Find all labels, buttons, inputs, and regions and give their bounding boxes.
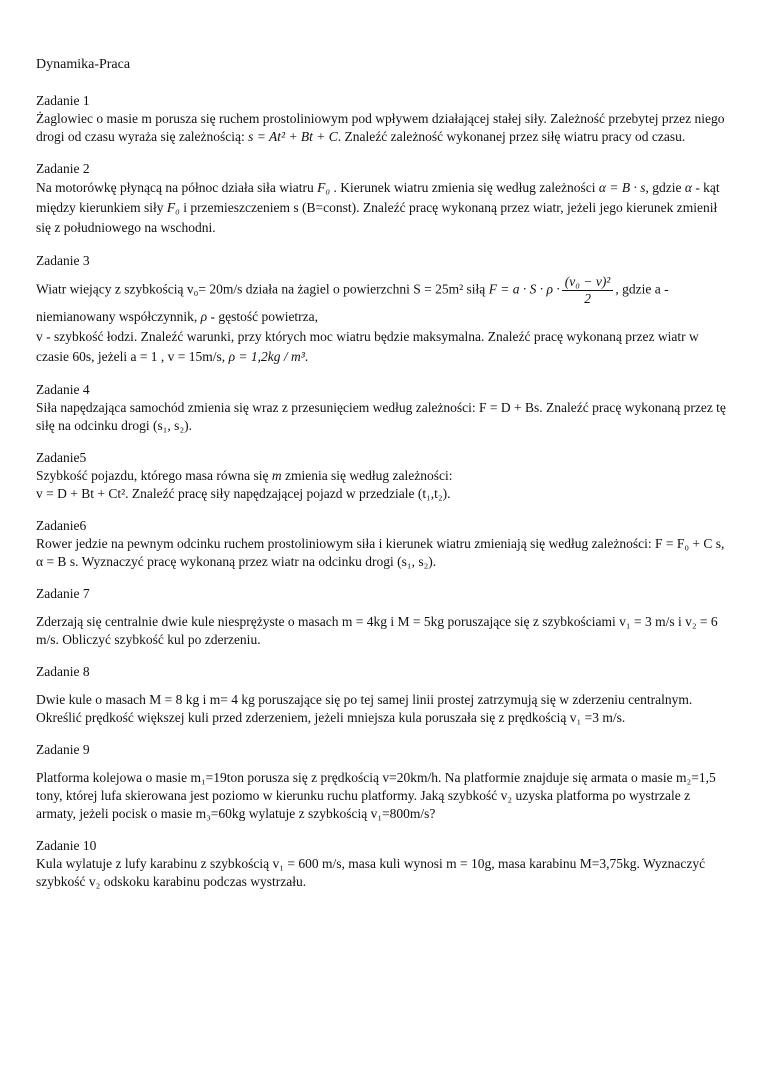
task-text: Platforma kolejowa o masie m₁=19ton porusza się z prędkością v=20km/h. Na platformie znajduje się armata o masie m₂=1,5 tony, której lufa skierowana jest poziomo w kierunku ruchu platformy. Jaką szybkość v₂ uzyska platforma po wystrzale z armaty, jeżeli pocisk o masie m₃=60kg wylatuje z szybkością v₁=800m/s? (36, 770, 716, 821)
formula: ρ = 1,2kg / m³ (228, 349, 305, 364)
task-heading: Zadanie 4 (36, 382, 90, 397)
task-6 (36, 517, 726, 571)
task-3 (36, 252, 726, 367)
document-page (36, 56, 726, 905)
task-heading: Zadanie 8 (36, 664, 90, 679)
formula: F₀ (166, 200, 180, 215)
task-heading: Zadanie 1 (36, 93, 90, 108)
document-title: Dynamika-Praca (36, 57, 131, 72)
task-text: Na motorówkę płynącą na północ działa siła wiatru F₀ . Kierunek wiatru zmienia się według zależności α = B · s, gdzie α - kąt między kierunkiem siły F₀ i przemieszczeniem s (B=const). Znaleźć pracę wykonaną przez wiatr, jeżeli jego kierunek zmienił się z południowego na wschodni. (36, 180, 720, 235)
task-text: Żaglowiec o masie m porusza się ruchem prostoliniowym pod wpływem działającej stałej siły. Zależność przebytej przez niego drogi od czasu wyraża się zależnością: s = At² + Bt + C. Znaleźć zależność wykonanej przez siłę wiatru pracy od czasu. (36, 111, 725, 144)
task-10 (36, 837, 726, 891)
task-text: Siła napędzająca samochód zmienia się wraz z przesunięciem według zależności: F = D + Bs. Znaleźć pracę wykonaną przez tę siłę na odcinku drogi (s₁, s₂). (36, 400, 726, 433)
formula: ρ (200, 309, 208, 324)
task-text: Wiatr wiejący z szybkością v₀= 20m/s działa na żagiel o powierzchni S = 25m² siłą F = a · S · ρ · $\frac{\text{(v₀ − v)²}}{2}$ , gdzie a - niemianowany współczynnik, ρ - gęstość powietrza, v - szybkość łodzi. Znaleźć warunki, przy których moc wiatru będzie maksymalna. Znaleźć pracę wykonaną przez wiatr w czasie 60s, jeżeli a = 1 , v = 15m/s, ρ = 1,2kg / m³. (36, 274, 699, 364)
task-heading: Zadanie 2 (36, 161, 90, 176)
task-heading: Zadanie 9 (36, 742, 90, 757)
task-heading: Zadanie 10 (36, 838, 97, 853)
task-4 (36, 381, 726, 435)
task-heading: Zadanie 3 (36, 253, 90, 268)
task-text: Rower jedzie na pewnym odcinku ruchem prostoliniowym siła i kierunek wiatru zmieniają się według zależności: F = F₀ + C s, α = B s. Wyznaczyć pracę wykonaną przez wiatr na odcinku drogi (s₁, s₂). (36, 536, 725, 569)
task-text: Dwie kule o masach M = 8 kg i m= 4 kg poruszające się po tej samej linii prostej zatrzymują się w zderzeniu centralnym. Określić prędkość większej kuli przed zderzeniem, jeżeli mniejsza kula poruszała się z prędkością v₁ =3 m/s. (36, 692, 693, 725)
formula: F = a · S · ρ · (488, 281, 560, 297)
task-7 (36, 585, 726, 649)
task-8 (36, 663, 726, 727)
formula: s = At² + Bt + C (248, 129, 338, 144)
task-heading: Zadanie6 (36, 518, 87, 533)
task-text: Zderzają się centralnie dwie kule niesprężyste o masach m = 4kg i M = 5kg poruszające się z szybkościami v₁ = 3 m/s i v₂ = 6 m/s. Obliczyć szybkość kul po zderzeniu. (36, 614, 718, 647)
task-9 (36, 741, 726, 823)
fraction: $\frac{\text{(v₀ − v)²}}{2}$ (562, 274, 614, 307)
task-1 (36, 92, 726, 146)
formula: α (684, 180, 692, 195)
task-heading: Zadanie 7 (36, 586, 90, 601)
formula: α = B · s (598, 180, 646, 195)
task-text: Kula wylatuje z lufy karabinu z szybkością v₁ = 600 m/s, masa kuli wynosi m = 10g, masa karabinu M=3,75kg. Wyznaczyć szybkość v₂ odskoku karabinu podczas wystrzału. (36, 856, 706, 889)
formula: F₀ (317, 180, 331, 195)
task-heading: Zadanie5 (36, 450, 87, 465)
task-2 (36, 160, 726, 238)
task-5 (36, 449, 726, 503)
task-text: Szybkość pojazdu, którego masa równa się m zmienia się według zależności: v = D + Bt + Ct². Znaleźć pracę siły napędzającej pojazd w przedziale (t₁,t₂). (36, 468, 453, 501)
